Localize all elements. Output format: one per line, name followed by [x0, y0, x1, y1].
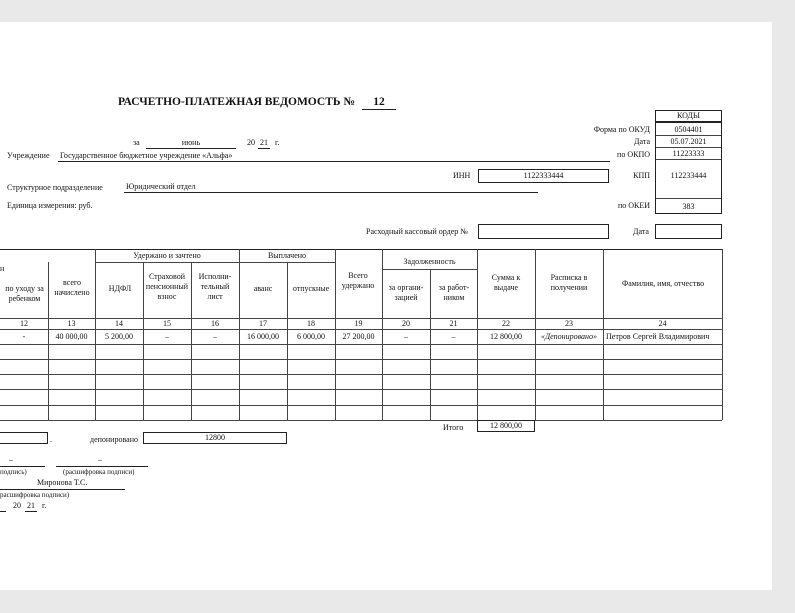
inn-label: ИНН: [453, 171, 471, 180]
dash-1: –: [9, 455, 13, 464]
row-line: [0, 420, 722, 421]
col-number: 12: [20, 319, 28, 328]
cell-pension: –: [165, 332, 169, 341]
col-header-17: аванс: [253, 284, 273, 293]
col-line: [603, 249, 604, 420]
okud-label: Форма по ОКУД: [593, 125, 650, 134]
row-line: [0, 405, 722, 406]
row-line: [0, 359, 722, 360]
itogo-label: Итого: [443, 423, 464, 432]
okud-value: 0504401: [674, 125, 703, 134]
col-header-13: всего начислено: [54, 278, 90, 297]
col-number: 14: [115, 319, 123, 328]
date-label: Дата: [634, 137, 650, 146]
codes-divider: [656, 198, 721, 199]
cell-ndfl: 5 200,00: [105, 332, 133, 341]
period-year-suffix: 21: [260, 138, 268, 147]
document-sheet: [0, 22, 772, 590]
cell-full-name: Петров Сергей Владимирович: [606, 332, 710, 341]
col-number: 18: [307, 319, 315, 328]
period-month: июнь: [181, 138, 201, 147]
cell-debt-org: –: [404, 332, 408, 341]
col-header-20: за органи-зацией: [388, 283, 424, 302]
col-header-19: Всего удержано: [341, 271, 375, 290]
department-label: Структурное подразделение: [7, 183, 103, 192]
header-withheld: Удержано и зачтено: [133, 251, 201, 260]
col-number: 19: [354, 319, 363, 328]
group-divider: [95, 262, 335, 263]
row-line: [0, 389, 722, 390]
cell-writ: –: [213, 332, 217, 341]
deposited-value: 12800: [143, 432, 287, 444]
col-header-16: Исполни-тельный лист: [198, 272, 232, 301]
okei-value: 383: [682, 202, 695, 211]
institution-label: Учреждение: [7, 151, 50, 160]
unit-label: Единица измерения: руб.: [7, 201, 93, 210]
accountant-name: Миронова Т.С.: [37, 478, 88, 487]
col-number: 20: [402, 319, 410, 328]
col-number: 24: [658, 319, 667, 328]
header-paid: Выплачено: [267, 251, 307, 260]
date-day-line: [0, 511, 6, 512]
kassa-date-field: [655, 224, 722, 239]
col-header-14: НДФЛ: [108, 284, 132, 293]
bottom-year-prefix: 20: [13, 501, 21, 510]
bottom-year-underline: [25, 511, 37, 512]
department-value: Юридический отдел: [126, 182, 196, 191]
cell-vacation: 6 000,00: [297, 332, 325, 341]
row-line: [0, 374, 722, 375]
codes-header: КОДЫ: [655, 110, 722, 122]
department-underline: [124, 192, 538, 193]
col-header-12: по уходу за ребенком: [5, 284, 44, 303]
col-number: 22: [502, 319, 510, 328]
document-title: РАСЧЕТНО-ПЛАТЕЖНАЯ ВЕДОМОСТЬ №: [118, 96, 355, 108]
inn-field: 1122333444: [478, 169, 609, 183]
okpo-label: по ОКПО: [617, 150, 650, 159]
period-g: г.: [275, 138, 280, 147]
kassa-order-field: [478, 224, 609, 239]
row-line: [0, 344, 722, 345]
period-year-prefix: 20: [247, 138, 255, 147]
cell-debt-employee: –: [451, 332, 456, 341]
bottom-year-suffix: 21: [27, 501, 35, 510]
col-header-24: Фамилия, имя, отчество: [621, 279, 705, 288]
table-top-border: [0, 249, 722, 250]
col-number: 21: [449, 319, 458, 328]
cell-advance: 16 000,00: [247, 332, 279, 341]
cell-total-accrued: 40 000,00: [55, 332, 88, 341]
kassa-order-label: Расходный кассовый ордер №: [366, 227, 468, 236]
col-header-23: Расписка в получении: [550, 273, 588, 292]
cell-total-withheld: 27 200,00: [342, 332, 375, 341]
itogo-value: 12 800,00: [477, 420, 535, 432]
cell-receipt: «Депонировано»: [541, 332, 597, 341]
dot: .: [50, 435, 52, 444]
cell-payout: 12 800,00: [490, 332, 522, 341]
numbers-bottom: [0, 329, 722, 330]
institution-underline: [58, 161, 610, 162]
signature-decoding-caption: (расшифровка подписи): [63, 468, 135, 476]
col-number: 13: [67, 319, 76, 328]
year-underline: [258, 148, 270, 149]
signature-caption: подпись): [0, 468, 27, 476]
col-line: [430, 269, 431, 420]
codes-divider: [656, 135, 721, 136]
kpp-value: 112233444: [670, 171, 707, 180]
document-number: 12: [373, 96, 385, 108]
kassa-date-label: Дата: [633, 227, 649, 236]
col-number: 15: [163, 319, 171, 328]
number-underline: [362, 109, 396, 110]
col-line: [722, 249, 723, 420]
dash-2: –: [98, 455, 102, 464]
paid-amount-field: [0, 432, 48, 444]
col-header-18: отпускные: [292, 284, 330, 293]
col-number: 16: [211, 319, 219, 328]
okei-label: по ОКЕИ: [617, 201, 650, 210]
kpp-label: КПП: [633, 171, 650, 180]
institution-value: Государственное бюджетное учреждение «Альфа»: [60, 151, 233, 160]
accountant-caption: расшифровка подписи): [0, 491, 70, 499]
date-value: 05.07.2021: [670, 137, 707, 146]
col-number: 23: [565, 319, 573, 328]
col-number: 17: [259, 319, 267, 328]
okpo-value: 11223333: [672, 149, 705, 158]
header-debt: Задолженность: [403, 257, 456, 266]
codes-divider: [656, 159, 721, 160]
col-header-22: Сумма к выдаче: [491, 273, 521, 292]
cell-childcare: -: [22, 332, 26, 341]
col-header-15: Страховой пенсионный взнос: [145, 272, 189, 301]
header-cut-mark: н: [0, 264, 5, 273]
period-za: за: [133, 138, 140, 147]
bottom-g: г.: [42, 501, 47, 510]
codes-divider: [656, 147, 721, 148]
deposited-label: депонировано: [90, 435, 138, 444]
month-underline: [146, 148, 236, 149]
col-header-21: за работ-ником: [438, 283, 470, 302]
